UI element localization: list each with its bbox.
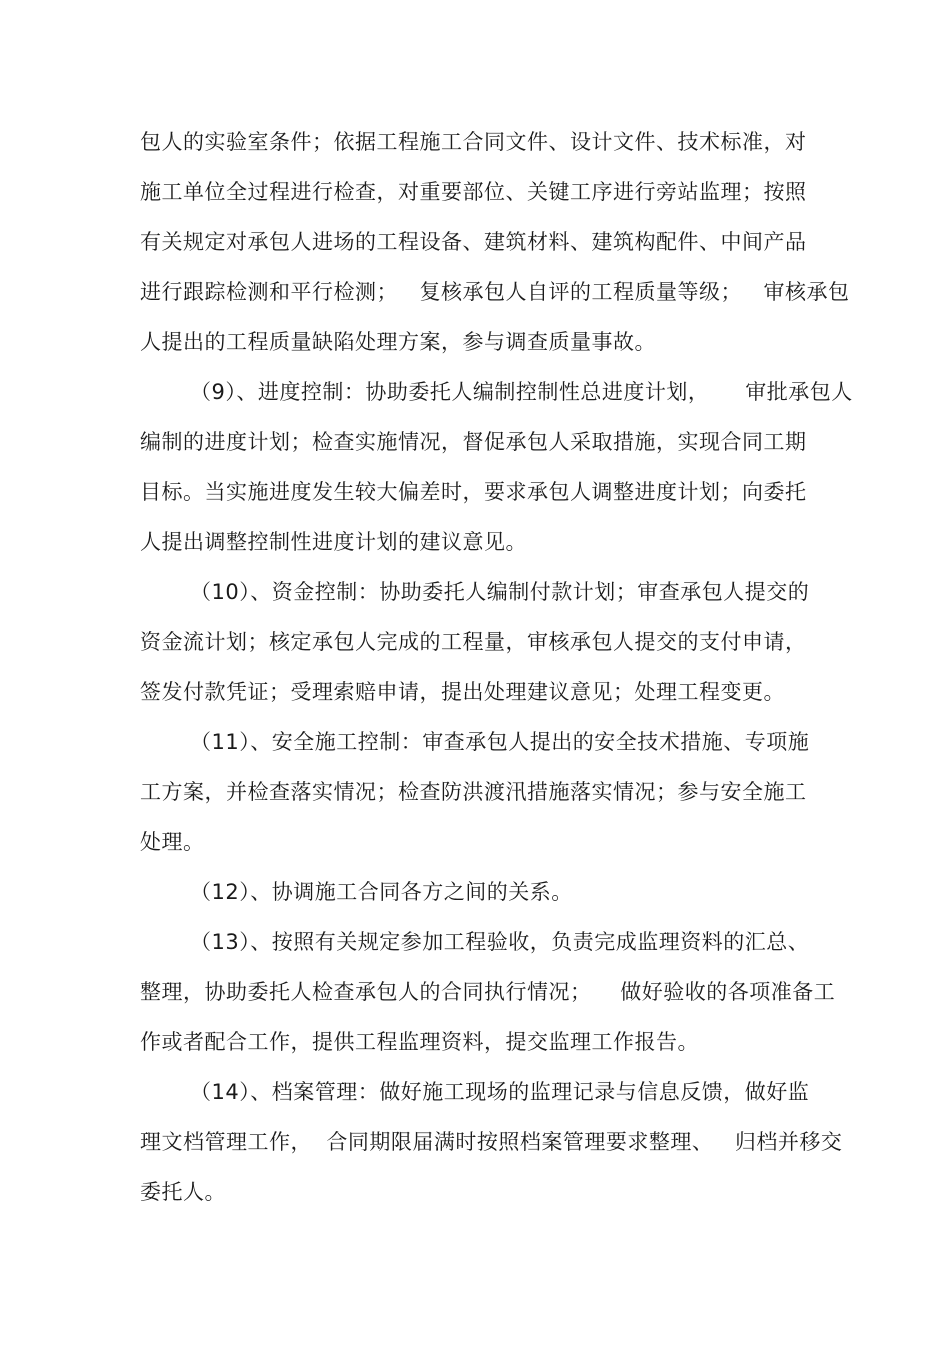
text-line: 人提出的工程质量缺陷处理方案，参与调查质量事故。 <box>140 330 656 354</box>
text-line: 作或者配合工作，提供工程监理资料，提交监理工作报告。 <box>140 1030 699 1054</box>
text-line: 整理，协助委托人检查承包人的合同执行情况； 做好验收的各项准备工 <box>140 980 836 1004</box>
text-line: 进行跟踪检测和平行检测； 复核承包人自评的工程质量等级； 审核承包 <box>140 280 850 304</box>
text-line: 目标。当实施进度发生较大偏差时，要求承包人调整进度计划；向委托 <box>140 480 807 504</box>
text-line: 施工单位全过程进行检查，对重要部位、关键工序进行旁站监理；按照 <box>140 180 807 204</box>
text-line: 处理。 <box>140 830 205 854</box>
text-line: 签发付款凭证；受理索赔申请，提出处理建议意见；处理工程变更。 <box>140 680 785 704</box>
paragraph-start-line: （10）、资金控制：协助委托人编制付款计划；审查承包人提交的 <box>190 580 810 604</box>
paragraph-start-line: （13）、按照有关规定参加工程验收，负责完成监理资料的汇总、 <box>190 930 810 954</box>
text-line: 人提出调整控制性进度计划的建议意见。 <box>140 530 527 554</box>
text-line: 编制的进度计划；检查实施情况，督促承包人采取措施，实现合同工期 <box>140 430 807 454</box>
text-line: 包人的实验室条件；依据工程施工合同文件、设计文件、技术标准，对 <box>140 130 807 154</box>
paragraph-start-line: （9）、进度控制：协助委托人编制控制性总进度计划， 审批承包人 <box>190 380 853 404</box>
text-line: 工方案，并检查落实情况；检查防洪渡汛措施落实情况；参与安全施工 <box>140 780 807 804</box>
text-line: 资金流计划；核定承包人完成的工程量，审核承包人提交的支付申请， <box>140 630 807 654</box>
paragraph-start-line: （14）、档案管理：做好施工现场的监理记录与信息反馈，做好监 <box>190 1080 810 1104</box>
paragraph-start-line: （12）、协调施工合同各方之间的关系。 <box>190 880 573 904</box>
text-line: 委托人。 <box>140 1180 226 1204</box>
text-line: 有关规定对承包人进场的工程设备、建筑材料、建筑构配件、中间产品 <box>140 230 807 254</box>
paragraph-start-line: （11）、安全施工控制：审查承包人提出的安全技术措施、专项施 <box>190 730 810 754</box>
text-line: 理文档管理工作， 合同期限届满时按照档案管理要求整理、 归档并移交 <box>140 1130 843 1154</box>
